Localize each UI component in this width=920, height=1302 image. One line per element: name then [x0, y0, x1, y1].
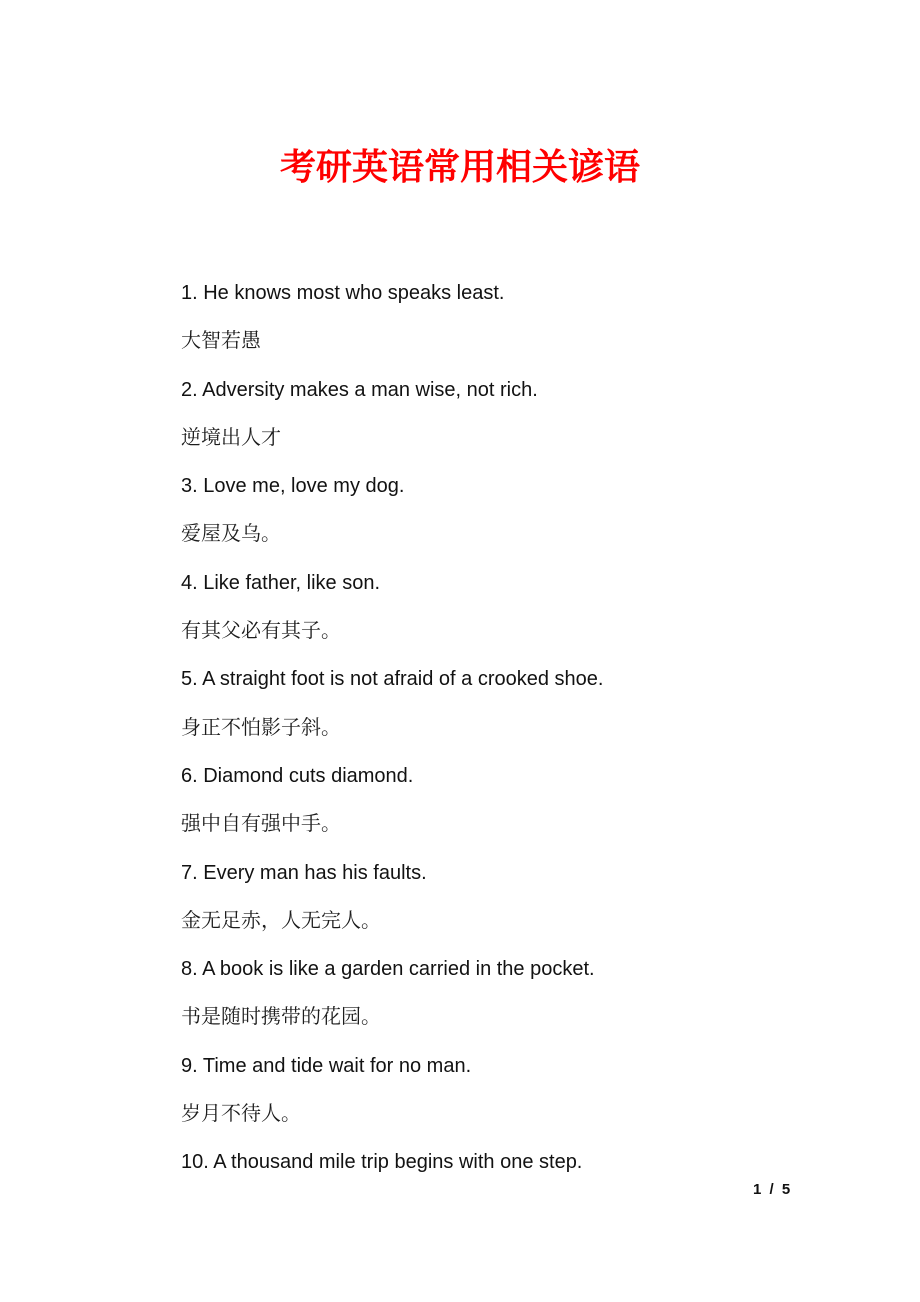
proverb-4-chinese: 有其父必有其子。	[181, 620, 341, 643]
proverb-8-chinese: 书是随时携带的花园。	[181, 1006, 381, 1029]
proverb-5-english: 5. A straight foot is not afraid of a crooked shoe.	[181, 668, 604, 691]
proverb-1-english: 1. He knows most who speaks least.	[181, 282, 505, 304]
proverb-9-english: 9. Time and tide wait for no man.	[181, 1054, 472, 1077]
proverb-2-english: 2. Adversity makes a man wise, not rich.	[181, 378, 538, 401]
proverb-7-english: 7. Every man has his faults.	[181, 861, 427, 884]
proverb-1-chinese: 大智若愚	[181, 330, 261, 353]
proverb-6-english: 6. Diamond cuts diamond.	[181, 764, 414, 787]
proverb-9-chinese: 岁月不待人。	[181, 1103, 301, 1126]
page-number: 1 / 5	[753, 1181, 793, 1198]
proverb-7-chinese: 金无足赤，人无完人。	[181, 909, 381, 932]
proverb-list	[181, 269, 761, 1187]
proverb-6-chinese: 强中自有强中手。	[181, 813, 341, 836]
proverb-2-chinese: 逆境出人才	[181, 426, 281, 449]
proverb-5-chinese: 身正不怕影子斜。	[181, 716, 341, 739]
proverb-4-english: 4. Like father, like son.	[181, 571, 381, 594]
proverb-3-english: 3. Love me, love my dog.	[181, 475, 405, 498]
proverb-3-chinese: 爱屋及乌。	[181, 523, 281, 546]
document-title: 考研英语常用相关谚语	[279, 147, 640, 187]
proverb-8-english: 8. A book is like a garden carried in the pocket.	[181, 958, 595, 981]
proverb-10-english: 10. A thousand mile trip begins with one step.	[181, 1151, 583, 1174]
